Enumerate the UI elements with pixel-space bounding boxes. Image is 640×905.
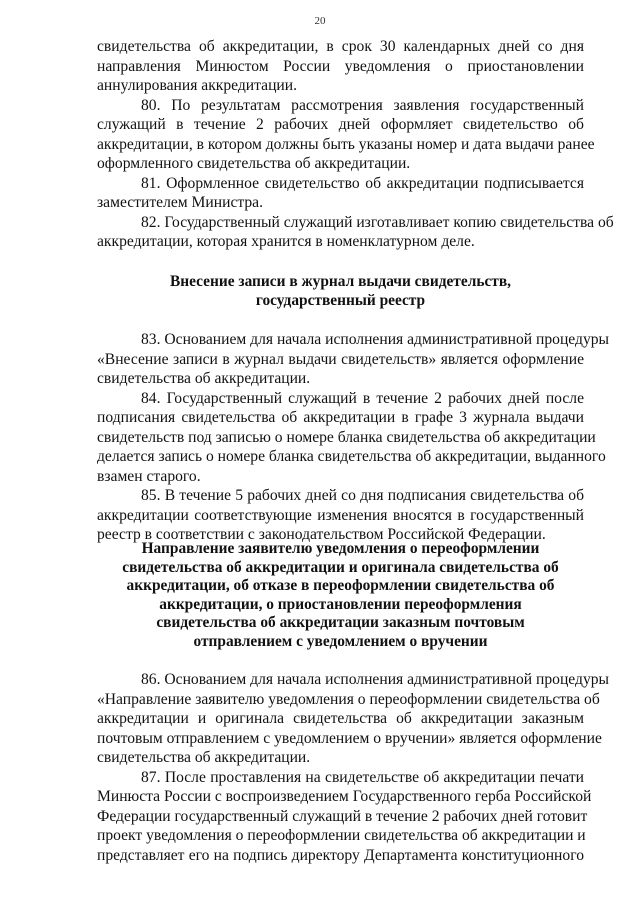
section-heading-journal-entry (97, 273, 584, 310)
text-line: «Направление заявителю уведомления о переоформлении свидетельства об (97, 690, 600, 708)
text-line: проект уведомления о переоформлении свидетельства об аккредитации и (97, 827, 586, 844)
text-line: делается запись о номере бланка свидетельства об аккредитации, выданного (97, 448, 606, 465)
text-line: 81. Оформленное свидетельство об аккредитации подписывается (141, 174, 584, 192)
text-line: представляет его на подпись директору Департамента конституционного (97, 846, 584, 864)
text-line: 85. В течение 5 рабочих дней со дня подписания свидетельства об (141, 487, 584, 504)
paragraph (97, 486, 584, 545)
text-line: оформленного свидетельства об аккредитации. (97, 155, 411, 172)
text-line: почтовым отправлением с уведомлением о вручении» является оформление (97, 729, 602, 747)
text-line: 82. Государственный служащий изготавливает копию свидетельства об (141, 213, 614, 231)
heading-line: свидетельства об аккредитации и оригинала свидетельства об (122, 558, 559, 576)
text-line: свидетельств под записью о номере бланка свидетельства об аккредитации (97, 428, 596, 446)
text-line: Минюста России с воспроизведением Государственного герба Российской (97, 788, 592, 805)
heading-line: Внесение записи в журнал выдачи свидетельств, (169, 273, 512, 290)
paragraph (97, 330, 610, 389)
text-line: подписания свидетельства об аккредитации в графе 3 журнала выдачи (97, 409, 584, 426)
text-line: свидетельства об аккредитации. (97, 370, 311, 387)
text-block-1 (97, 37, 614, 252)
text-line: Федерации государственный служащий в течение 2 рабочих дней готовит (97, 807, 588, 825)
heading-line: отправлением с уведомлением о вручении (193, 632, 488, 650)
text-line: 80. По результатам рассмотрения заявления государственный (141, 96, 584, 114)
paragraph (97, 389, 606, 487)
text-line: 87. После проставления на свидетельстве об аккредитации печати (141, 768, 584, 786)
text-block-2 (97, 330, 610, 545)
text-line: направления Минюстом России уведомления о приостановлении (97, 57, 584, 75)
heading-line: аккредитации, о приостановлении переоформления (159, 595, 522, 613)
text-line: аккредитации соответствующие изменения вносятся в государственный (97, 506, 584, 524)
text-line: 83. Основанием для начала исполнения административной процедуры (141, 331, 610, 348)
section-heading-notification (97, 540, 584, 652)
paragraph (97, 96, 595, 174)
paragraph (97, 670, 610, 768)
paragraph (97, 768, 592, 866)
text-line: реестр в соответствии с законодательством Российской Федерации. (97, 526, 546, 543)
text-line: свидетельства об аккредитации, в срок 30 календарных дней со дня (97, 38, 584, 55)
heading-line: Направление заявителю уведомления о переоформлении (141, 540, 540, 557)
text-line: аккредитации, которая хранится в номенклатурном деле. (97, 233, 475, 250)
paragraph (97, 213, 614, 252)
text-line: взамен старого. (97, 467, 201, 485)
text-block-3 (97, 670, 610, 865)
text-line: 86. Основанием для начала исполнения административной процедуры (141, 671, 610, 688)
text-line: заместителем Министра. (97, 194, 263, 211)
text-line: 84. Государственный служащий в течение 2 рабочих дней после (141, 389, 584, 407)
heading-line: государственный реестр (255, 291, 426, 309)
text-line: аккредитации, в котором должны быть указаны номер и дата выдачи ранее (97, 135, 595, 153)
text-line: служащий в течение 2 рабочих дней оформляет свидетельство об (97, 116, 584, 133)
paragraph (97, 37, 584, 96)
text-line: «Внесение записи в журнал выдачи свидетельств» является оформление (97, 350, 584, 368)
text-line: свидетельства об аккредитации. (97, 749, 311, 766)
heading-line: аккредитации, об отказе в переоформлении свидетельства об (126, 577, 555, 595)
heading-line: свидетельства об аккредитации заказным почтовым (156, 614, 525, 632)
text-line: аккредитации и оригинала свидетельства об аккредитации заказным (97, 710, 584, 727)
page-number: 20 (314, 15, 326, 27)
text-line: аннулирования аккредитации. (97, 77, 298, 94)
paragraph (97, 174, 584, 213)
